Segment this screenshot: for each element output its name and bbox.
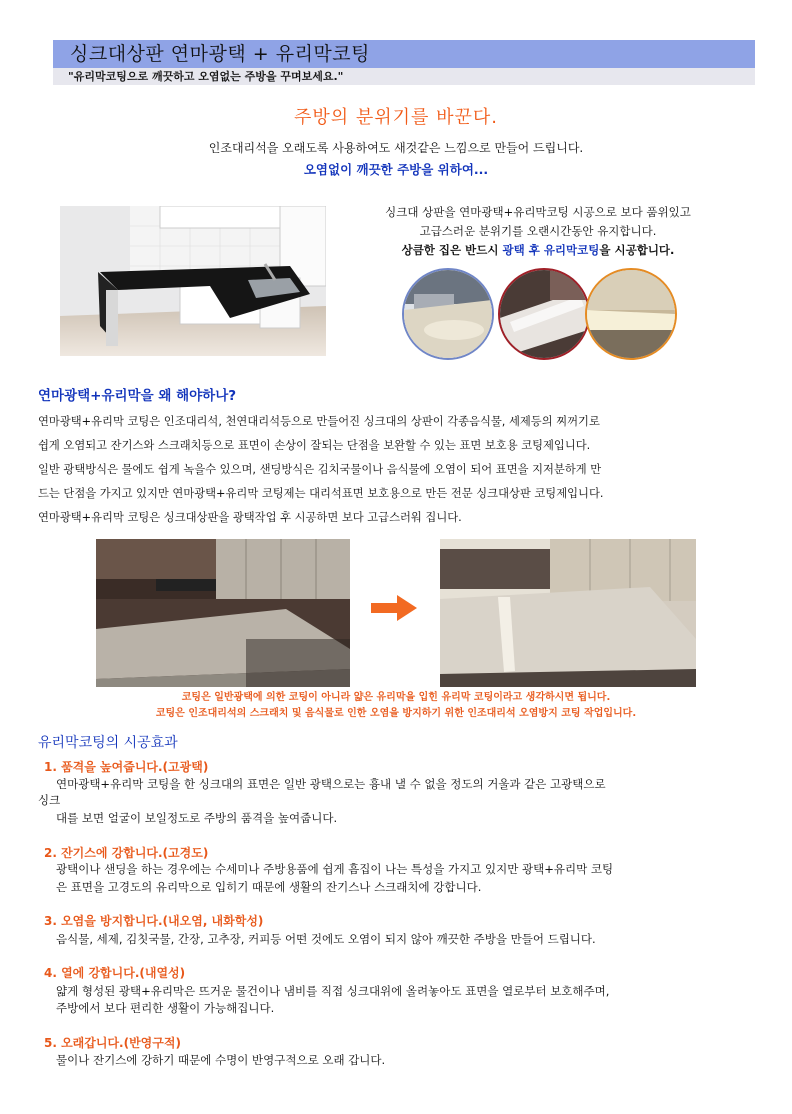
effect-line-wrap: 싱크 <box>38 793 61 807</box>
effect-line: 얇게 형성된 광택+유리막은 뜨거운 물건이나 냄비를 직접 싱크대위에 올려놓아도 표면을 열로부터 보호해주며, <box>56 984 610 998</box>
intro-line: 인조대리석을 오래도록 사용하여도 새것같은 느낌으로 만들어 드립니다. <box>208 141 584 155</box>
why-line: 쉽게 오염되고 잔기스와 스크래치등으로 표면이 손상이 잘되는 단점을 보완할 수 있는 표면 보호용 코팅제입니다. <box>38 439 591 452</box>
headline: 주방의 분위기를 바꾼다. <box>293 107 499 128</box>
note-line: 코팅은 일반광택에 의한 코팅이 아니라 얇은 유리막을 입힌 유리막 코팅이라고 생각하시면 됩니다. <box>181 692 611 703</box>
side-emphasis-part: 상큼한 집은 반드시 <box>401 243 503 257</box>
effect-line: 광택이나 샌딩을 하는 경우에는 수세미나 주방용품에 쉽게 흠집이 나는 특성을 가지고 있지만 광택+유리막 코팅 <box>56 862 614 876</box>
circle-photo-sink <box>402 268 494 360</box>
side-emphasis <box>338 241 738 260</box>
before-photo <box>96 539 350 687</box>
circle-photo-glossy-surface <box>585 268 677 360</box>
arrow-right-icon <box>371 595 417 625</box>
note-line: 코팅은 인조대리석의 스크래치 및 음식물로 인한 오염을 방지하기 위한 인조대리석 오염방지 코팅 작업입니다. <box>155 708 637 719</box>
effect-line: 음식물, 세제, 김칫국물, 간장, 고추장, 커피등 어떤 것에도 오염이 되지 않아 깨끗한 주방을 만들어 드립니다. <box>56 932 596 946</box>
side-emphasis-part: 을 시공합니다. <box>599 243 675 257</box>
side-line: 싱크대 상판을 연마광택+유리막코팅 시공으로 보다 품위있고 <box>385 205 691 219</box>
why-line: 연마광택+유리막 코팅은 인조대리석, 천연대리석등으로 만들어진 싱크대의 상판이 각종음식물, 세제등의 찌꺼기로 <box>38 415 600 428</box>
page-title: 싱크대상판 연마광택 + 유리막코팅 <box>70 43 370 65</box>
kitchen-photo <box>60 206 326 356</box>
side-emphasis-highlight: 광택 후 유리막코팅 <box>502 243 600 257</box>
effect-title: 2. 잔기스에 강합니다.(고경도) <box>44 846 209 860</box>
why-heading: 연마광택+유리막을 왜 해야하나? <box>38 388 237 404</box>
effect-title: 1. 품격을 높여줍니다.(고광택) <box>44 760 209 774</box>
effect-line: 물이나 잔기스에 강하기 때문에 수명이 반영구적으로 오래 갑니다. <box>56 1053 386 1067</box>
why-line: 연마광택+유리막 코팅은 싱크대상판을 광택작업 후 시공하면 보다 고급스러워 집니다. <box>38 511 462 524</box>
effect-line: 대를 보면 얼굴이 보일정도로 주방의 품격을 높여줍니다. <box>56 811 338 825</box>
effect-line: 주방에서 보다 편리한 생활이 가능해집니다. <box>56 1001 275 1015</box>
intro-emphasis: 오염없이 깨끗한 주방을 위하여... <box>303 162 489 177</box>
side-description <box>338 203 738 260</box>
effect-line: 연마광택+유리막 코팅을 한 싱크대의 표면은 일반 광택으로는 흉내 낼 수 없을 정도의 거울과 같은 고광택으로 <box>56 777 606 791</box>
why-line: 드는 단점을 가지고 있지만 연마광택+유리막 코팅제는 대리석표면 보호용으로 만든 전문 싱크대상판 코팅제입니다. <box>38 487 604 500</box>
effect-title: 5. 오래갑니다.(반영구적) <box>44 1036 181 1050</box>
why-line: 일반 광택방식은 물에도 쉽게 녹을수 있으며, 샌딩방식은 김치국물이나 음식물에 오염이 되어 표면을 지저분하게 만 <box>38 463 602 476</box>
after-photo <box>440 539 696 687</box>
effects-heading: 유리막코팅의 시공효과 <box>38 735 178 751</box>
effect-title: 4. 열에 강합니다.(내열성) <box>44 966 186 980</box>
why-body <box>38 410 758 530</box>
page-subtitle: "유리막코팅으로 깨끗하고 오염없는 주방을 꾸며보세요." <box>68 70 344 83</box>
circle-photo-counter-edge <box>498 268 590 360</box>
effect-line: 은 표면을 고경도의 유리막으로 입히기 때문에 생활의 잔기스나 스크래치에 강합니다. <box>56 880 482 894</box>
effect-title: 3. 오염을 방지합니다.(내오염, 내화학성) <box>44 914 264 928</box>
side-line: 고급스러운 분위기를 오랜시간동안 유지합니다. <box>419 224 657 238</box>
